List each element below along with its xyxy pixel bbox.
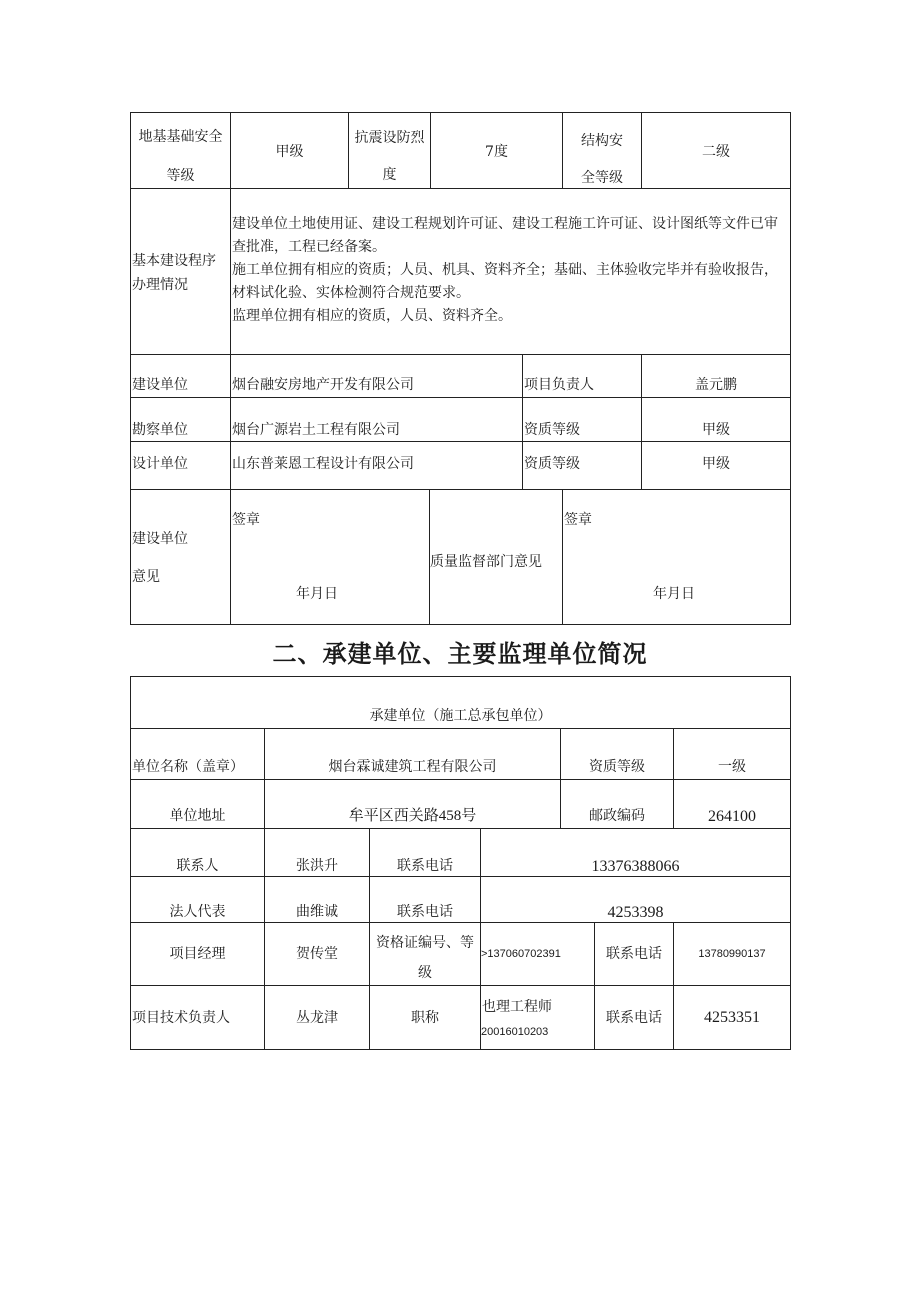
procedure-description: [232, 213, 788, 328]
address-value: 牟平区西关路458号: [348, 808, 477, 824]
project-leader-label: 项目负责人: [524, 377, 594, 393]
date-left: 年月日: [296, 586, 338, 602]
procedure-label: 基本建设程序: [132, 253, 216, 269]
foundation-safety-value: 甲级: [275, 144, 304, 160]
procedure-label-2: 办理情况: [132, 277, 188, 293]
postcode-label: 邮政编码: [589, 808, 645, 824]
builder-value: 烟台融安房地产开发有限公司: [232, 377, 414, 393]
pm-phone-label: 联系电话: [606, 946, 662, 962]
technical-lead-value: 丛龙津: [296, 1010, 338, 1026]
signature-seal-left: 签章: [232, 512, 260, 528]
job-title-value: 也理工程师: [482, 999, 552, 1015]
job-title-label: 职称: [411, 1010, 439, 1026]
design-value: 山东普莱恩工程设计有限公司: [232, 456, 414, 472]
technical-lead-label: 项目技术负责人: [132, 1010, 230, 1026]
procedure-paragraph: 建设单位土地使用证、建设工程规划许可证、建设工程施工许可证、设计图纸等文件已审查批准，工程已经备案。: [232, 216, 778, 255]
contact-phone-value: 13376388066: [591, 858, 680, 875]
qualification-grade-label: 资质等级: [589, 759, 645, 775]
procedure-paragraph: 施工单位拥有相应的资质；人员、机具、资料齐全；基础、主体验收完毕并有验收报告，材料试化验、实体检测符合规范要求。: [232, 262, 778, 301]
foundation-safety-label: 地基基础安全: [138, 129, 223, 145]
design-grade-value: 甲级: [702, 456, 730, 472]
design-label: 设计单位: [132, 456, 188, 472]
tech-phone-value: 4253351: [704, 1009, 760, 1026]
project-manager-value: 贺传堂: [296, 946, 338, 962]
seismic-label: 抗震设防烈: [354, 130, 425, 146]
certificate-value: >137060702391: [481, 948, 561, 960]
survey-label: 勘察单位: [132, 422, 188, 438]
survey-value: 烟台广源岩土工程有限公司: [232, 422, 400, 438]
legal-phone-label: 联系电话: [397, 904, 453, 920]
seismic-label-2: 度: [382, 167, 397, 183]
section-title: 二、承建单位、主要监理单位简况: [272, 640, 648, 668]
design-grade-label: 资质等级: [524, 456, 580, 472]
procedure-paragraph: 监理单位拥有相应的资质，人员、资料齐全。: [232, 308, 512, 324]
foundation-safety-label-2: 等级: [166, 168, 195, 184]
survey-grade-value: 甲级: [702, 422, 730, 438]
tech-phone-label: 联系电话: [606, 1010, 662, 1026]
survey-grade-label: 资质等级: [524, 422, 580, 438]
legal-representative-value: 曲维诚: [296, 904, 338, 920]
contact-person-value: 张洪升: [296, 858, 338, 874]
structure-safety-value: 二级: [702, 144, 730, 160]
certificate-label-2: 级: [418, 965, 432, 981]
postcode-value: 264100: [708, 808, 756, 825]
contact-person-label: 联系人: [176, 858, 219, 874]
project-manager-label: 项目经理: [169, 946, 226, 962]
structure-safety-label: 结构安: [581, 133, 623, 149]
contractor-caption: 承建单位（施工总承包单位）: [369, 708, 552, 724]
structure-safety-label-2: 全等级: [581, 170, 623, 186]
unit-name-value: 烟台霖诚建筑工程有限公司: [328, 759, 497, 775]
builder-opinion-label: 建设单位: [132, 531, 188, 547]
job-title-number: 20016010203: [481, 1026, 549, 1038]
legal-phone-value: 4253398: [607, 904, 664, 921]
signature-seal-right: 签章: [564, 512, 592, 528]
supervision-opinion-label: 质量监督部门意见: [430, 554, 542, 570]
address-label: 单位地址: [169, 808, 226, 824]
legal-representative-label: 法人代表: [169, 904, 226, 920]
pm-phone-value: 13780990137: [698, 948, 766, 960]
builder-opinion-label-2: 意见: [132, 569, 160, 585]
certificate-label: 资格证编号、等: [376, 935, 474, 951]
date-right: 年月日: [653, 586, 695, 602]
unit-name-label: 单位名称（盖章）: [132, 759, 244, 775]
project-leader-value: 盖元鹏: [695, 377, 737, 393]
qualification-grade-value: 一级: [718, 759, 746, 775]
contact-phone-label: 联系电话: [397, 858, 453, 874]
seismic-value: 7度: [485, 144, 508, 160]
builder-label: 建设单位: [132, 377, 188, 393]
